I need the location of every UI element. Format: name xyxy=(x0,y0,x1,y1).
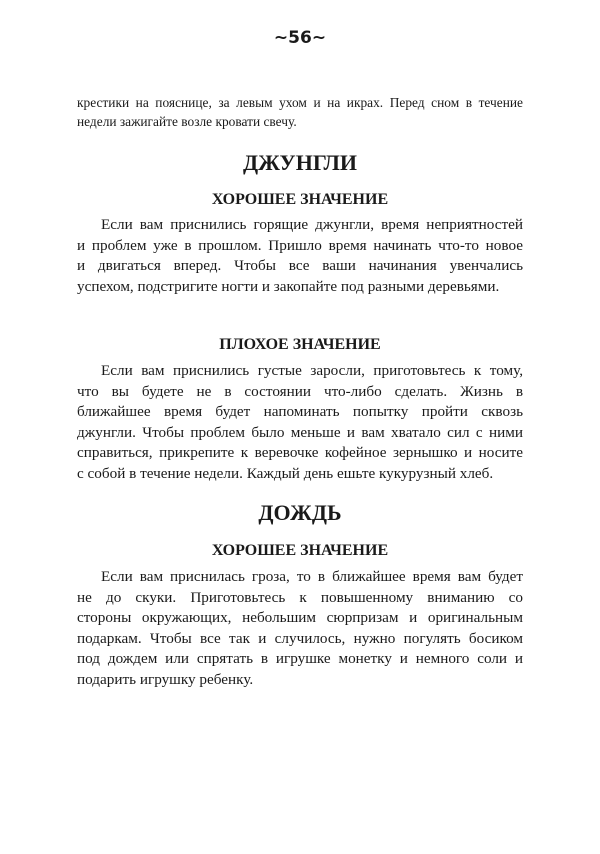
text-line: с собой в течение недели. Каждый день ешьте кукурузный хлеб. xyxy=(77,464,494,482)
text-line: Если вам приснились горящие джунгли, время неприятностей xyxy=(101,216,523,233)
text-line: подаркам. Чтобы все так и случилось, нужно погулять босиком xyxy=(77,629,523,647)
section-title-rain: ДОЖДЬ xyxy=(258,500,342,525)
text-line: Если вам приснились густые заросли, приготовьтесь к тому, xyxy=(101,362,523,379)
text-line: успехом, подстригите ногти и закопайте под разными деревьями. xyxy=(77,277,500,295)
text-line: справиться, прикрепите к веревочке кофейное зернышко и носите xyxy=(77,444,523,461)
text-line: что вы будете не в состоянии что-либо сделать. Жизнь в xyxy=(77,382,523,400)
paragraph-jungle-bad xyxy=(77,361,523,484)
text-line: джунгли. Чтобы проблем было меньше и вам хватало сил с ними xyxy=(77,423,523,441)
subheading-good: ХОРОШЕЕ ЗНАЧЕНИЕ xyxy=(211,542,389,559)
text-line: Если вам приснилась гроза, то в ближайшее время вам будет xyxy=(101,568,523,585)
paragraph-jungle-good xyxy=(77,215,523,297)
paragraph-rain-good xyxy=(77,567,523,690)
intro-paragraph xyxy=(77,93,523,131)
text-line: стороны окружающих, небольшим сюрпризам и оригинальным xyxy=(77,609,523,626)
text-line: не до скуки. Приготовьтесь к повышенному вниманию со xyxy=(77,588,523,606)
text-line: крестики на пояснице, за левым ухом и на икрах. Перед сном в течение xyxy=(77,95,523,110)
section-title-jungle: ДЖУНГЛИ xyxy=(242,150,358,175)
text-line: и двигаться вперед. Чтобы все ваши начинания увенчались xyxy=(77,257,523,274)
text-line: и проблем уже в прошлом. Пришло время начинать что-то новое xyxy=(77,236,523,254)
text-line: недели зажигайте возле кровати свечу. xyxy=(77,114,297,129)
subheading-good: ХОРОШЕЕ ЗНАЧЕНИЕ xyxy=(211,191,389,208)
subheading-bad: ПЛОХОЕ ЗНАЧЕНИЕ xyxy=(219,336,381,353)
text-line: ближайшее время будет напоминать попытку пройти сквозь xyxy=(77,403,523,420)
page-number: ~56~ xyxy=(273,28,327,48)
text-line: подарить игрушку ребенку. xyxy=(77,670,254,688)
text-line: под дождем или спрятать в игрушке монетку и немного соли и xyxy=(77,650,523,667)
